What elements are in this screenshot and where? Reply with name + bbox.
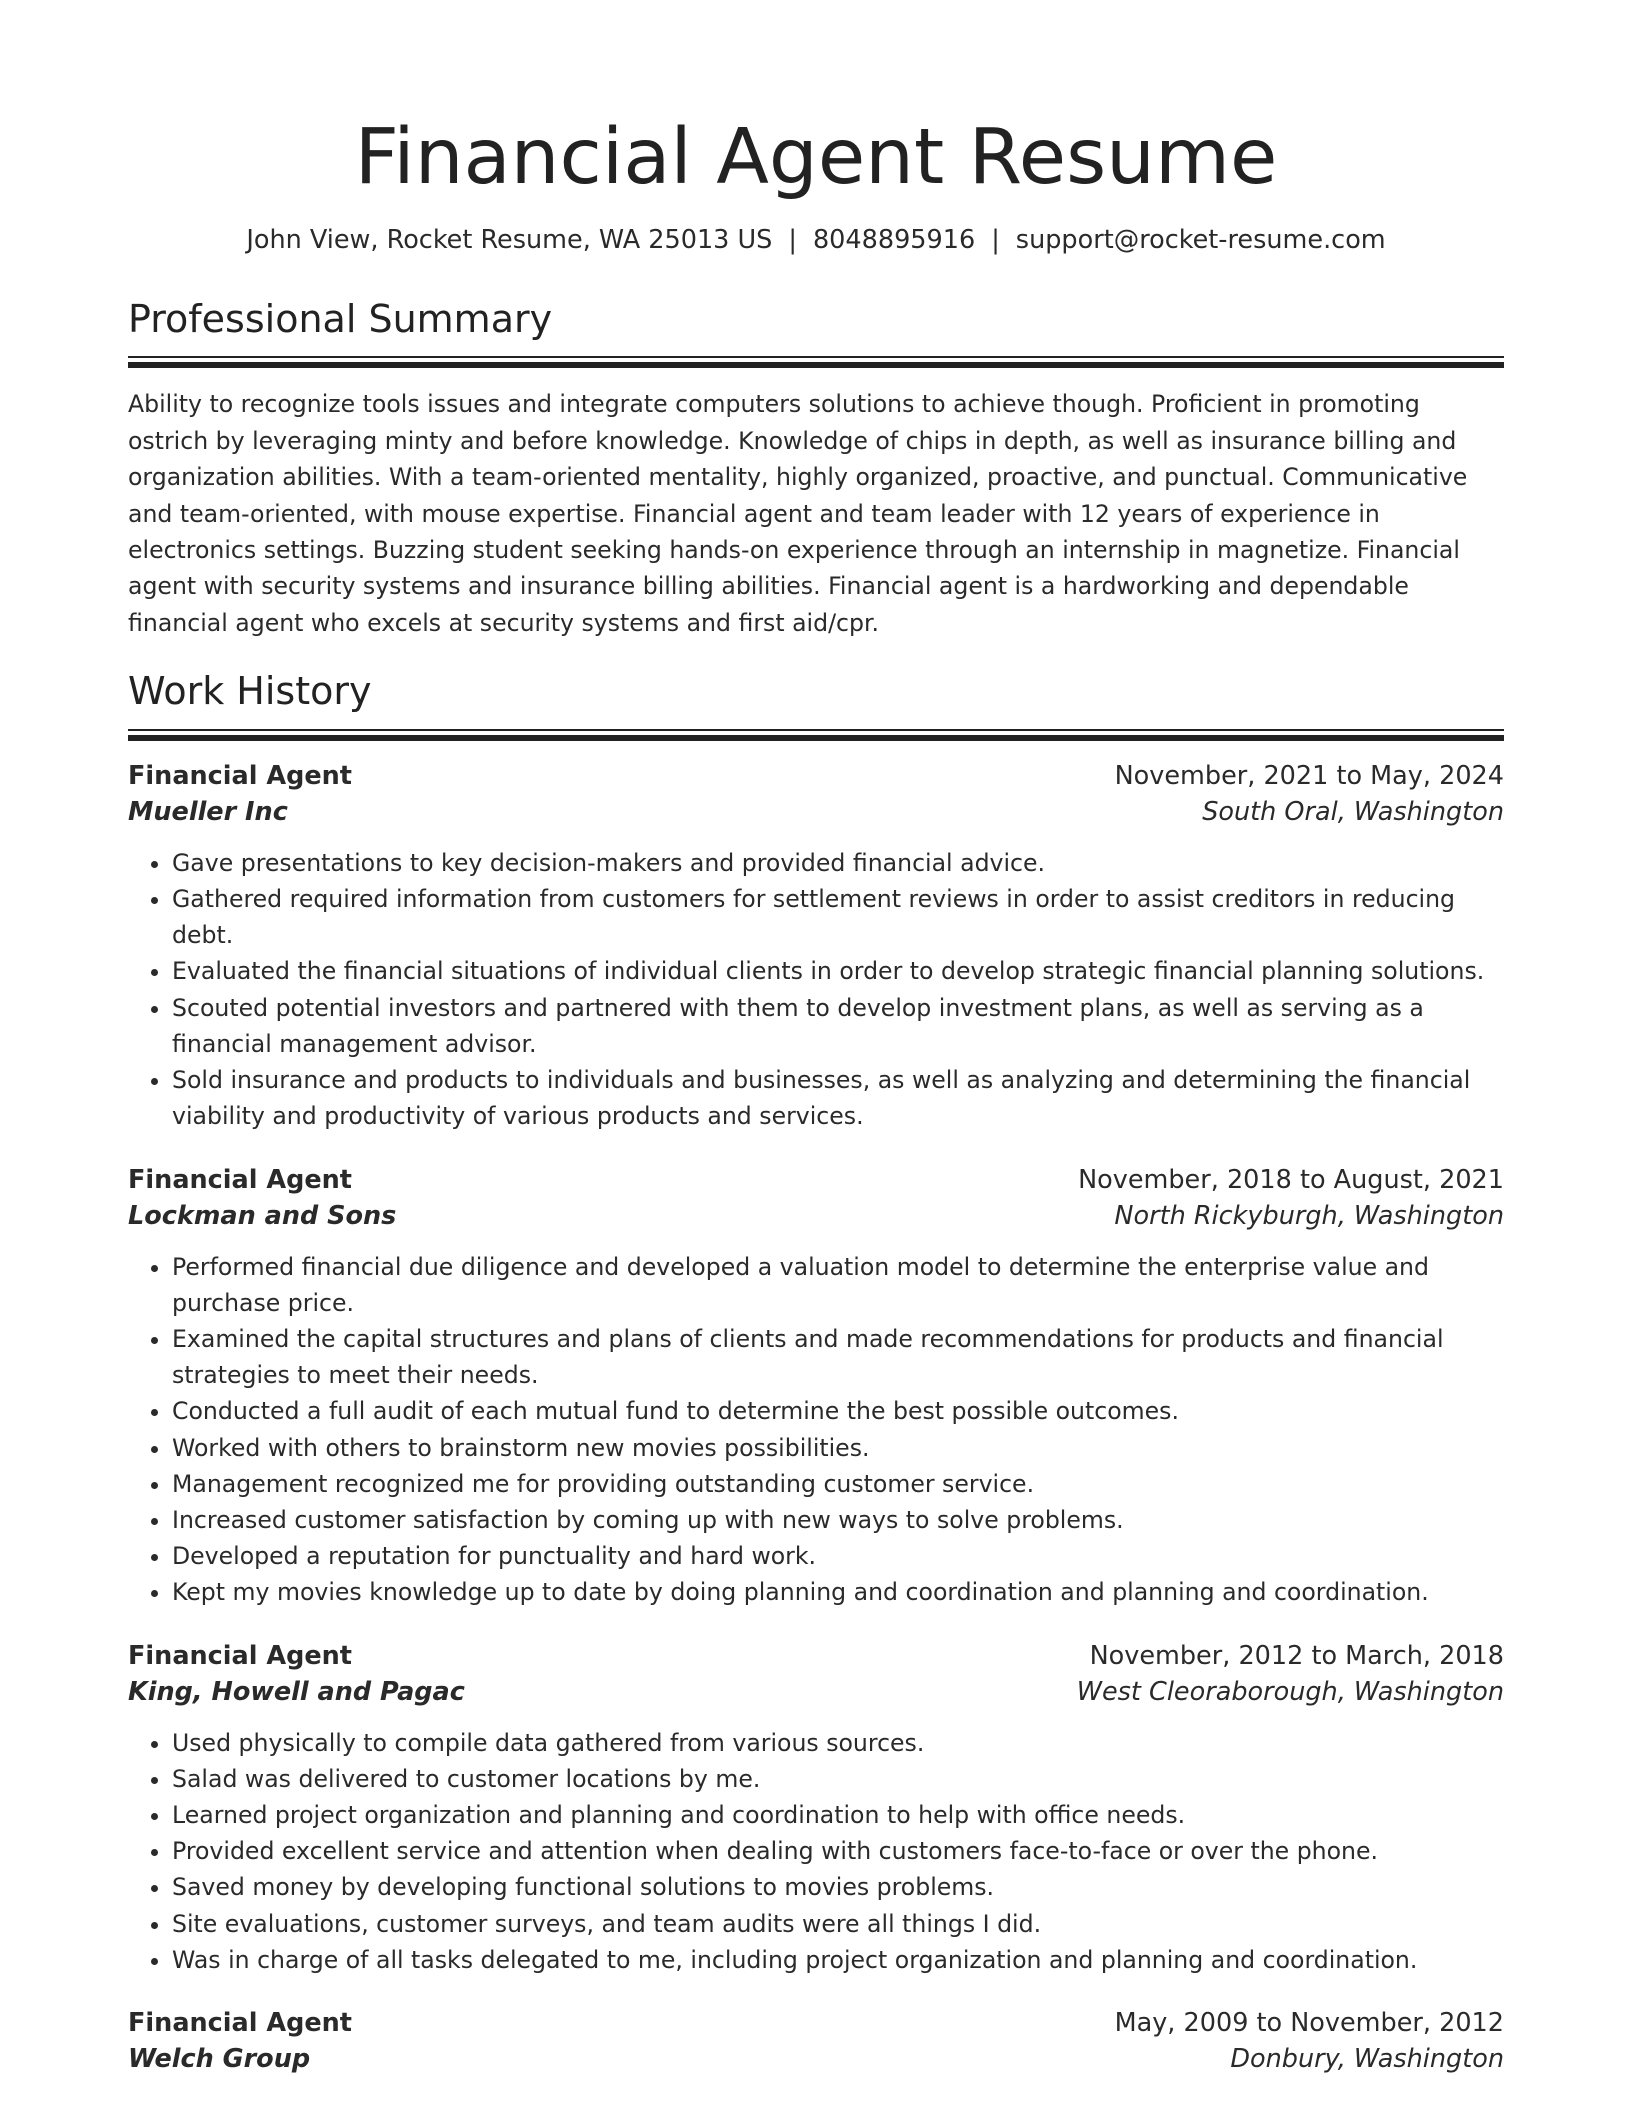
- work-history-list: [128, 761, 1504, 2074]
- job-company-row: [128, 1201, 1504, 1231]
- job-title: Financial Agent: [128, 1640, 352, 1671]
- job-duty-item: • Worked with others to brainstorm new movies possibilities.: [172, 1430, 1504, 1466]
- job-title: Financial Agent: [128, 2007, 352, 2038]
- job-location: West Cleoraborough, Washington: [1076, 1676, 1504, 1707]
- job-duties-list: [128, 845, 1504, 1135]
- job-duty-item: • Provided excellent service and attention when dealing with customers face-to-face or over the phone.: [172, 1833, 1504, 1869]
- contact-address: John View, Rocket Resume, WA 25013 US: [246, 224, 773, 255]
- job-location: North Rickyburgh, Washington: [1114, 1200, 1504, 1231]
- job-duty-item: • Learned project organization and planning and coordination to help with office needs.: [172, 1797, 1504, 1833]
- job-company-row: [128, 2044, 1504, 2074]
- job-duties-list: [128, 1725, 1504, 1978]
- job-dates: November, 2021 to May, 2024: [1114, 760, 1504, 791]
- job-location: South Oral, Washington: [1202, 796, 1504, 827]
- job-title: Financial Agent: [128, 1164, 352, 1195]
- section-rule: [128, 356, 1504, 358]
- job-company: Lockman and Sons: [128, 1200, 397, 1231]
- job-title: Financial Agent: [128, 760, 352, 791]
- contact-email: support@rocket-resume.com: [1015, 224, 1386, 255]
- job-duty-item: • Gathered required information from customers for settlement reviews in order to assist creditors in reducing debt.: [172, 881, 1504, 953]
- job-duty-item: • Saved money by developing functional solutions to movies problems.: [172, 1869, 1504, 1905]
- job-duty-item: • Performed financial due diligence and developed a valuation model to determine the enterprise value and purchase price.: [172, 1249, 1504, 1321]
- job-header-row: [128, 1165, 1504, 1195]
- work-history-heading: Work History: [128, 669, 372, 714]
- section-rule: [128, 729, 1504, 731]
- contact-separator: |: [788, 224, 797, 255]
- contact-line: [128, 225, 1504, 255]
- job-company-row: [128, 1677, 1504, 1707]
- job-company: Welch Group: [128, 2043, 311, 2074]
- job-duty-item: • Site evaluations, customer surveys, and team audits were all things I did.: [172, 1906, 1504, 1942]
- summary-heading: Professional Summary: [128, 296, 553, 341]
- job-dates: May, 2009 to November, 2012: [1114, 2007, 1504, 2038]
- job-company-row: [128, 797, 1504, 827]
- job-duty-item: • Conducted a full audit of each mutual fund to determine the best possible outcomes.: [172, 1393, 1504, 1429]
- job-header-row: [128, 1641, 1504, 1671]
- contact-separator: |: [991, 224, 1000, 255]
- job-entry: [128, 2008, 1504, 2074]
- job-duty-item: • Was in charge of all tasks delegated to me, including project organization and planning and coordination.: [172, 1942, 1504, 1978]
- job-duty-item: • Developed a reputation for punctuality and hard work.: [172, 1538, 1504, 1574]
- job-duty-item: • Examined the capital structures and plans of clients and made recommendations for products and financial strategies to meet their needs.: [172, 1321, 1504, 1393]
- job-duty-item: • Gave presentations to key decision-makers and provided financial advice.: [172, 845, 1504, 881]
- resume-title: Financial Agent Resume: [354, 113, 1278, 202]
- job-duty-item: • Used physically to compile data gathered from various sources.: [172, 1725, 1504, 1761]
- job-duty-item: • Scouted potential investors and partnered with them to develop investment plans, as well as serving as a financial management advisor.: [172, 990, 1504, 1062]
- job-duty-item: • Sold insurance and products to individuals and businesses, as well as analyzing and determining the financial viability and productivity of various products and services.: [172, 1062, 1504, 1134]
- job-dates: November, 2018 to August, 2021: [1078, 1164, 1504, 1195]
- job-dates: November, 2012 to March, 2018: [1089, 1640, 1504, 1671]
- job-duty-item: • Evaluated the financial situations of individual clients in order to develop strategic financial planning solutions.: [172, 953, 1504, 989]
- section-rule-thick: [128, 735, 1504, 741]
- job-company: King, Howell and Pagac: [128, 1676, 465, 1707]
- job-company: Mueller Inc: [128, 796, 288, 827]
- section-rule-thick: [128, 362, 1504, 368]
- job-duty-item: • Increased customer satisfaction by coming up with new ways to solve problems.: [172, 1502, 1504, 1538]
- job-location: Donbury, Washington: [1230, 2043, 1504, 2074]
- job-header-row: [128, 2008, 1504, 2038]
- job-duty-item: • Kept my movies knowledge up to date by doing planning and coordination and planning and coordination.: [172, 1574, 1504, 1610]
- summary-text: Ability to recognize tools issues and integrate computers solutions to achieve though. Proficient in promoting ostrich by leveraging minty and before knowledge. Knowledge of chips in depth, as well as insurance billing and organization abilities. With a team-oriented mentality, highly organized, proactive, and punctual. Communicative and team-oriented, with mouse expertise. Financial agent and team leader with 12 years of experience in electronics settings. Buzzing student seeking hands-on experience through an internship in magnetize. Financial agent with security systems and insurance billing abilities. Financial agent is a hardworking and dependable financial agent who excels at security systems and first aid/cpr.: [128, 390, 1468, 637]
- contact-phone: 8048895916: [812, 224, 976, 255]
- job-duty-item: • Salad was delivered to customer locations by me.: [172, 1761, 1504, 1797]
- job-duty-item: • Management recognized me for providing outstanding customer service.: [172, 1466, 1504, 1502]
- job-header-row: [128, 761, 1504, 791]
- job-entry: [128, 761, 1504, 1135]
- job-duties-list: [128, 1249, 1504, 1611]
- job-entry: [128, 1641, 1504, 1978]
- job-entry: [128, 1165, 1504, 1611]
